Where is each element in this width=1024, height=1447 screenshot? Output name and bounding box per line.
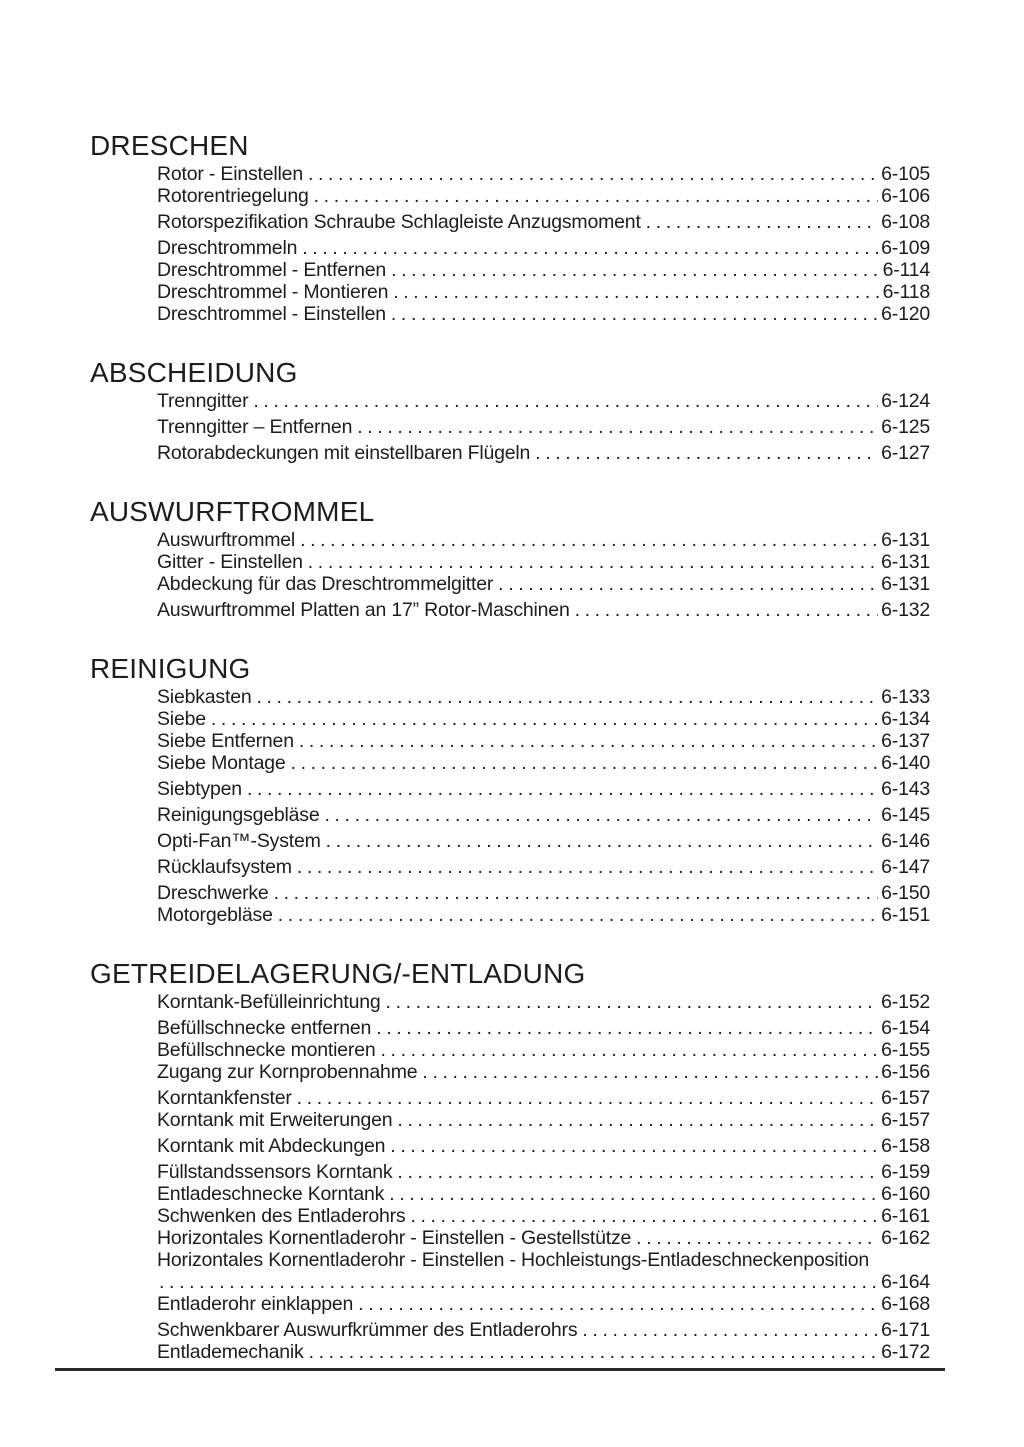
toc-entry-label: Befüllschnecke montieren: [157, 1039, 376, 1061]
toc-entry-page: 6-106: [881, 185, 930, 207]
toc-entry-label: Korntank mit Abdeckungen: [157, 1135, 386, 1157]
toc-entry-page: 6-151: [881, 904, 930, 926]
toc-entry-label: Siebe Entfernen: [157, 730, 294, 752]
dot-leader: [291, 752, 879, 774]
toc-entry-page: 6-156: [881, 1061, 930, 1083]
toc-entry: [157, 529, 930, 551]
toc-entry-label: Trenngitter – Entfernen: [157, 416, 353, 438]
footer-divider: [55, 1368, 945, 1371]
toc-entry-label: Siebe Montage: [157, 752, 286, 774]
toc-entry-label: Rotor - Einstellen: [157, 163, 303, 185]
dot-leader: [159, 1271, 878, 1293]
dot-leader: [302, 237, 878, 259]
toc-entry-page: 6-146: [881, 830, 930, 852]
toc-entry-page: 6-114: [882, 259, 930, 281]
toc-entry-page: 6-145: [881, 804, 930, 826]
section-entries: [157, 529, 930, 621]
dot-leader: [386, 991, 879, 1013]
toc-entry: [157, 1109, 930, 1131]
toc-entry: [157, 804, 930, 826]
toc-entry-page: 6-154: [881, 1017, 930, 1039]
toc-entry-page: 6-127: [881, 442, 930, 464]
section-title: AUSWURFTROMMEL: [90, 496, 375, 527]
dot-leader: [211, 708, 878, 730]
toc-entry-page: 6-168: [881, 1293, 930, 1315]
toc-entry-label: Motorgebläse: [157, 904, 273, 926]
dot-leader: [308, 551, 878, 573]
toc-entry: [157, 237, 930, 259]
toc-entry: [157, 904, 930, 926]
toc-entry: [157, 856, 930, 878]
toc-entry-page: 6-158: [881, 1135, 930, 1157]
toc-entry: [157, 1249, 930, 1271]
toc-entry-label: Schwenkbarer Auswurfkrümmer des Entladerohrs: [157, 1319, 578, 1341]
dot-leader: [256, 686, 878, 708]
toc-entry-label: Zugang zur Kornprobennahme: [157, 1061, 418, 1083]
dot-leader: [300, 529, 878, 551]
toc-entry-label: Entlademechanik: [157, 1341, 304, 1363]
toc-entry-label: Trenngitter: [157, 390, 249, 412]
toc-entry-page: 6-155: [881, 1039, 930, 1061]
toc-entry-label: Entladerohr einklappen: [157, 1293, 354, 1315]
section-entries: [157, 163, 930, 325]
toc-entry: [157, 1227, 930, 1249]
toc-entry-label: Dreschwerke: [157, 882, 269, 904]
toc-entry: [157, 686, 930, 708]
toc-entry: [157, 416, 930, 438]
toc-entry-page: 6-172: [881, 1341, 930, 1363]
toc-entry: [157, 211, 930, 233]
toc-entry: [157, 730, 930, 752]
toc-entry-label: Auswurftrommel: [157, 529, 296, 551]
toc-entry: [157, 1293, 930, 1315]
toc-entry-label: Dreschtrommel - Einstellen: [157, 303, 386, 325]
toc-entry: [157, 185, 930, 207]
dot-leader: [314, 185, 879, 207]
toc-entry: [157, 259, 930, 281]
dot-leader: [309, 1341, 879, 1363]
toc-entry: [157, 708, 930, 730]
toc-entry-page: 6-140: [881, 752, 930, 774]
toc-entry: [157, 830, 930, 852]
toc-entry-page: 6-162: [881, 1227, 930, 1249]
toc-entry-label: Rücklaufsystem: [157, 856, 292, 878]
dot-leader: [278, 904, 878, 926]
toc-entry-label: Dreschtrommel - Entfernen: [157, 259, 387, 281]
dot-leader: [410, 1205, 878, 1227]
toc-entry-label: Korntankfenster: [157, 1087, 292, 1109]
dot-leader: [646, 211, 878, 233]
toc-entry-label: Opti-Fan™-System: [157, 830, 321, 852]
toc-entry-page: 6-118: [882, 281, 930, 303]
toc-entry: [157, 281, 930, 303]
toc-entry: [157, 1039, 930, 1061]
toc-entry-label: Füllstandssensors Korntank: [157, 1161, 393, 1183]
dot-leader: [397, 1109, 878, 1131]
toc: [90, 131, 930, 1363]
toc-entry: [157, 1341, 930, 1363]
toc-entry-page: 6-131: [881, 573, 930, 595]
dot-leader: [636, 1227, 878, 1249]
dot-leader: [393, 281, 879, 303]
dot-leader: [376, 1017, 878, 1039]
dot-leader: [358, 1293, 878, 1315]
toc-entry-page: 6-159: [881, 1161, 930, 1183]
toc-entry-label: Abdeckung für das Dreschtrommelgitter: [157, 573, 494, 595]
dot-leader: [381, 1039, 879, 1061]
toc-entry-page: 6-160: [881, 1183, 930, 1205]
toc-entry-page: 6-157: [881, 1109, 930, 1131]
toc-entry-page: 6-120: [881, 303, 930, 325]
toc-entry-label: Entladeschnecke Korntank: [157, 1183, 385, 1205]
toc-entry-label: Siebtypen: [157, 778, 242, 800]
dot-leader: [422, 1061, 878, 1083]
toc-entry-page: 6-109: [881, 237, 930, 259]
toc-section: [90, 497, 930, 621]
toc-entry-page: 6-147: [881, 856, 930, 878]
section-title: GETREIDELAGERUNG/-ENTLADUNG: [90, 958, 586, 989]
toc-entry-page: 6-143: [881, 778, 930, 800]
section-entries: [157, 991, 930, 1363]
toc-entry: [157, 303, 930, 325]
toc-entry-page: 6-108: [881, 211, 930, 233]
toc-entry: [157, 1161, 930, 1183]
toc-entry-page: 6-105: [881, 163, 930, 185]
toc-entry-label: Horizontales Kornentladerohr - Einstellen - Hochleistungs-Entladeschneckenposition: [157, 1249, 870, 1271]
toc-entry-label: Dreschtrommeln: [157, 237, 298, 259]
toc-entry-label: Dreschtrommel - Montieren: [157, 281, 389, 303]
toc-entry-label: Auswurftrommel Platten an 17” Rotor-Maschinen: [157, 599, 570, 621]
dot-leader: [389, 1183, 878, 1205]
dot-leader: [357, 416, 878, 438]
toc-entry-label: Korntank mit Erweiterungen: [157, 1109, 393, 1131]
toc-entry: [157, 573, 930, 595]
toc-entry-page: 6-131: [881, 529, 930, 551]
dot-leader: [575, 599, 879, 621]
toc-entry-label: Reinigungsgebläse: [157, 804, 320, 826]
section-title: REINIGUNG: [90, 653, 251, 684]
toc-entry-label: Siebkasten: [157, 686, 252, 708]
toc-entry: [157, 1135, 930, 1157]
toc-entry-page: 6-125: [881, 416, 930, 438]
toc-entry: [157, 1061, 930, 1083]
toc-page: [90, 131, 930, 1363]
dot-leader: [582, 1319, 878, 1341]
toc-entry-page: 6-164: [881, 1271, 930, 1293]
toc-section: [90, 654, 930, 926]
toc-entry: [157, 1087, 930, 1109]
toc-entry: [157, 442, 930, 464]
toc-entry: [157, 778, 930, 800]
toc-entry-page: 6-134: [881, 708, 930, 730]
dot-leader: [390, 1135, 878, 1157]
toc-entry-label: Rotorabdeckungen mit einstellbaren Flügeln: [157, 442, 531, 464]
toc-entry-label: Rotorentriegelung: [157, 185, 309, 207]
dot-leader: [247, 778, 878, 800]
toc-entry: [157, 882, 930, 904]
dot-leader: [535, 442, 878, 464]
toc-entry-label: Befüllschnecke entfernen: [157, 1017, 372, 1039]
toc-entry: [157, 1183, 930, 1205]
dot-leader: [253, 390, 878, 412]
toc-section: [90, 959, 930, 1363]
toc-entry: [157, 752, 930, 774]
toc-entry-page: 6-133: [881, 686, 930, 708]
toc-entry-page: 6-161: [881, 1205, 930, 1227]
toc-entry-page: 6-137: [881, 730, 930, 752]
dot-leader: [498, 573, 878, 595]
toc-entry-page: 6-131: [881, 551, 930, 573]
toc-entry-label: Schwenken des Entladerohrs: [157, 1205, 406, 1227]
toc-entry-page: 6-157: [881, 1087, 930, 1109]
toc-entry: [157, 991, 930, 1013]
section-entries: [157, 686, 930, 926]
toc-entry-page: 6-124: [881, 390, 930, 412]
dot-leader: [299, 730, 878, 752]
toc-entry-label: Korntank-Befülleinrichtung: [157, 991, 381, 1013]
toc-entry: [157, 390, 930, 412]
toc-entry-page: 6-132: [881, 599, 930, 621]
toc-entry: [157, 1017, 930, 1039]
section-title: ABSCHEIDUNG: [90, 357, 298, 388]
toc-entry-label: Gitter - Einstellen: [157, 551, 303, 573]
toc-entry-page: 6-150: [881, 882, 930, 904]
dot-leader: [326, 830, 878, 852]
toc-entry-label: Siebe: [157, 708, 206, 730]
toc-entry: [157, 163, 930, 185]
toc-entry-continuation: [157, 1271, 930, 1293]
dot-leader: [391, 303, 878, 325]
toc-entry: [157, 599, 930, 621]
dot-leader: [297, 1087, 878, 1109]
toc-entry-page: 6-152: [881, 991, 930, 1013]
toc-entry-label: Rotorspezifikation Schraube Schlagleiste Anzugsmoment: [157, 211, 641, 233]
dot-leader: [324, 804, 878, 826]
dot-leader: [391, 259, 879, 281]
dot-leader: [397, 1161, 878, 1183]
section-title: DRESCHEN: [90, 130, 249, 161]
dot-leader: [308, 163, 878, 185]
toc-entry: [157, 1319, 930, 1341]
dot-leader: [274, 882, 879, 904]
toc-entry: [157, 551, 930, 573]
toc-section: [90, 131, 930, 325]
toc-entry-page: 6-171: [881, 1319, 930, 1341]
toc-entry-label: Horizontales Kornentladerohr - Einstellen - Gestellstütze: [157, 1227, 632, 1249]
toc-entry: [157, 1205, 930, 1227]
section-entries: [157, 390, 930, 464]
dot-leader: [297, 856, 878, 878]
toc-section: [90, 358, 930, 464]
